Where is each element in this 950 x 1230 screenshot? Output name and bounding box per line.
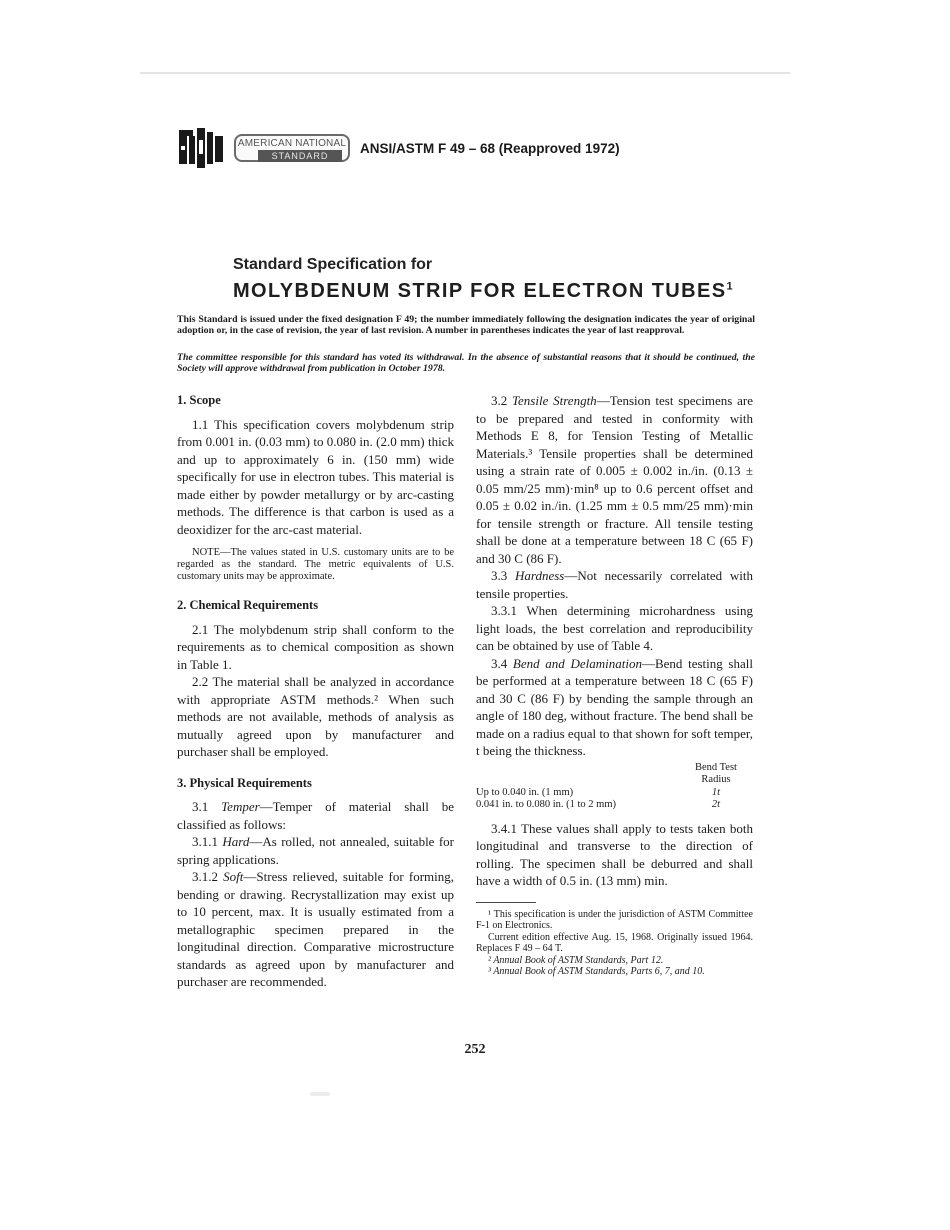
footnote-divider — [476, 902, 536, 903]
p3-1-num: 3.1 — [192, 799, 222, 814]
p3-1-2-text: —Stress relieved, suitable for forming, bending or drawing. Recrystallization may exist up to 10 percent, max. It is usually estimated from a metallographic specimen prepared in the longitudinal direction. Comparative microstructure standards as agreed upon by manufacturer and purchaser are recommended. — [177, 869, 454, 989]
bend-header-line2: Radius — [701, 774, 731, 785]
p3-2-text: —Tension test specimens are to be prepared and tested in conformity with Methods E 8, for Tension Testing of Metallic Materials.³ Tensile properties shall be determined using a strain rate of 0.005 ± 0.002 in./in. (0.13 ± 0.05 mm/25 mm)·min⁸ up to 0.6 percent offset and 0.05 ± 0.02 in./in. (1.25 mm ± 0.5 mm/25 mm)·min for tensile strength or fracture. All tensile testing shall be done at a temperature between 18 C (65 F) and 30 C (86 F). — [476, 393, 753, 566]
bend-table-header — [476, 762, 753, 787]
paragraph-3-4 — [476, 655, 753, 760]
p3-4-num: 3.4 — [491, 655, 513, 671]
p3-1-1-text: —As rolled, not annealed, suitable for spring applications. — [177, 834, 455, 867]
paragraph-2-1: 2.1 The molybdenum strip shall conform to the requirements as to chemical composition as shown in Table 1. — [177, 621, 454, 672]
bend-radius-table — [476, 762, 753, 812]
title-footnote-mark: 1 — [726, 280, 733, 293]
paragraph-3-3-1: 3.3.1 When determining microhardness using light loads, the best correlation and reproducibility can be obtained by use of Table 4. — [476, 603, 753, 653]
p3-2-num: 3.2 — [491, 393, 512, 408]
ans-badge-top-text: AMERICAN NATIONAL — [237, 138, 347, 149]
page-number: 252 — [464, 1042, 486, 1057]
ans-badge-bottom-text: STANDARD — [258, 150, 342, 162]
table-row — [476, 799, 753, 812]
paragraph-3-1 — [177, 798, 454, 833]
bend-header-line1: Bend Test — [695, 761, 737, 773]
p3-1-2-num: 3.1.2 — [192, 869, 224, 884]
section-heading-chemical: 2. Chemical Requirements — [177, 598, 319, 612]
standard-designation: ANSI/ASTM F 49 – 68 (Reapproved 1972) — [360, 140, 620, 156]
p3-3-term: Hardness — [515, 568, 565, 583]
p3-1-text: —Temper of material shall be classified as follows: — [177, 799, 454, 832]
astm-logo-icon — [178, 126, 224, 170]
bend-row-label: 0.041 in. to 0.080 in. (1 to 2 mm) — [476, 799, 616, 810]
right-column — [476, 392, 753, 978]
document-subtitle: Standard Specification for — [233, 256, 433, 273]
footnote-1: ¹ This specification is under the jurisdiction of ASTM Committee F-1 on Electronics. — [476, 908, 753, 931]
section-heading-physical: 3. Physical Requirements — [177, 775, 312, 790]
p3-3-num: 3.3 — [491, 568, 516, 583]
p3-1-term: Temper — [221, 799, 260, 814]
section-heading-scope: 1. Scope — [177, 393, 221, 407]
bend-row-label: Up to 0.040 in. (1 mm) — [476, 786, 574, 798]
p3-1-1-term: Hard — [222, 834, 250, 849]
title-text: MOLYBDENUM STRIP FOR ELECTRON TUBES — [233, 280, 727, 302]
footnote-1b: Current edition effective Aug. 15, 1968. Originally issued 1964. Replaces F 49 – 64 T. — [476, 931, 753, 954]
paragraph-2-2: 2.2 The material shall be analyzed in accordance with appropriate ASTM methods.² When such methods are not available, methods of analysis as mutually agreed upon by manufacturer and purchaser shall be employed. — [177, 674, 454, 759]
title-block — [233, 256, 733, 303]
footnotes — [476, 909, 753, 978]
p3-4-text: —Bend testing shall be performed at a temperature between 18 C (65 F) and 30 C (86 F) by bending the sample through an angle of 180 deg, without fracture. The bend shall be made on a radius equal to that shown for soft temper, t being the thickness. — [476, 655, 753, 758]
paragraph-3-3 — [476, 567, 753, 602]
paragraph-3-4-1: 3.4.1 These values shall apply to tests taken both longitudinal and transverse to the direction of rolling. The specimen shall be deburred and shall have a width of 0.5 in. (13 mm) min. — [476, 820, 753, 888]
paragraph-1-1: 1.1 This specification covers molybdenum strip from 0.001 in. (0.03 mm) to 0.080 in. (2.0 mm) thick and up to approximately 6 in. (150 mm) wide specifically for use in electron tubes. This material is made either by powder metallurgy or by arc-casting methods. The difference is that carbon is used as a deoxidizer for the arc-cast material. — [177, 416, 454, 537]
p3-4-term: Bend and Delamination — [512, 655, 642, 671]
bend-header-cell — [691, 762, 741, 787]
issue-notice: This Standard is issued under the fixed designation F 49; the number immediately following the designation indicates the year of original adoption or, in the case of revision, the year of last revision. A number in parentheses indicates the year of last reapproval. — [177, 314, 755, 337]
bend-row-value: 2t — [711, 799, 721, 810]
bend-row-value: 1t — [711, 786, 721, 798]
p3-1-2-term: Soft — [223, 869, 244, 884]
withdrawal-notice: The committee responsible for this standard has voted its withdrawal. In the absence of substantial reasons that it should be continued, the Society will approve withdrawal from publication in October 1978. — [177, 352, 755, 375]
table-row — [476, 787, 753, 800]
p3-3-text: —Not necessarily correlated with tensile properties. — [476, 568, 753, 601]
scan-smudge — [310, 1092, 330, 1096]
document-title — [233, 280, 733, 303]
footnote-3: ³ Annual Book of ASTM Standards, Parts 6, 7, and 10. — [488, 966, 705, 977]
document-header — [178, 126, 620, 170]
units-note: NOTE—The values stated in U.S. customary units are to be regarded as the standard. The metric equivalents of U.S. customary units may be approximate. — [177, 547, 454, 582]
p3-1-1-num: 3.1.1 — [192, 834, 223, 849]
p3-2-term: Tensile Strength — [512, 393, 597, 408]
paragraph-3-2 — [476, 392, 753, 567]
scan-artifact-line — [140, 72, 790, 74]
american-national-standard-badge — [234, 134, 350, 162]
paragraph-3-1-1 — [177, 833, 454, 868]
left-column — [177, 392, 454, 991]
footnote-2: ² Annual Book of ASTM Standards, Part 12. — [488, 954, 664, 966]
paragraph-3-1-2 — [177, 868, 454, 991]
